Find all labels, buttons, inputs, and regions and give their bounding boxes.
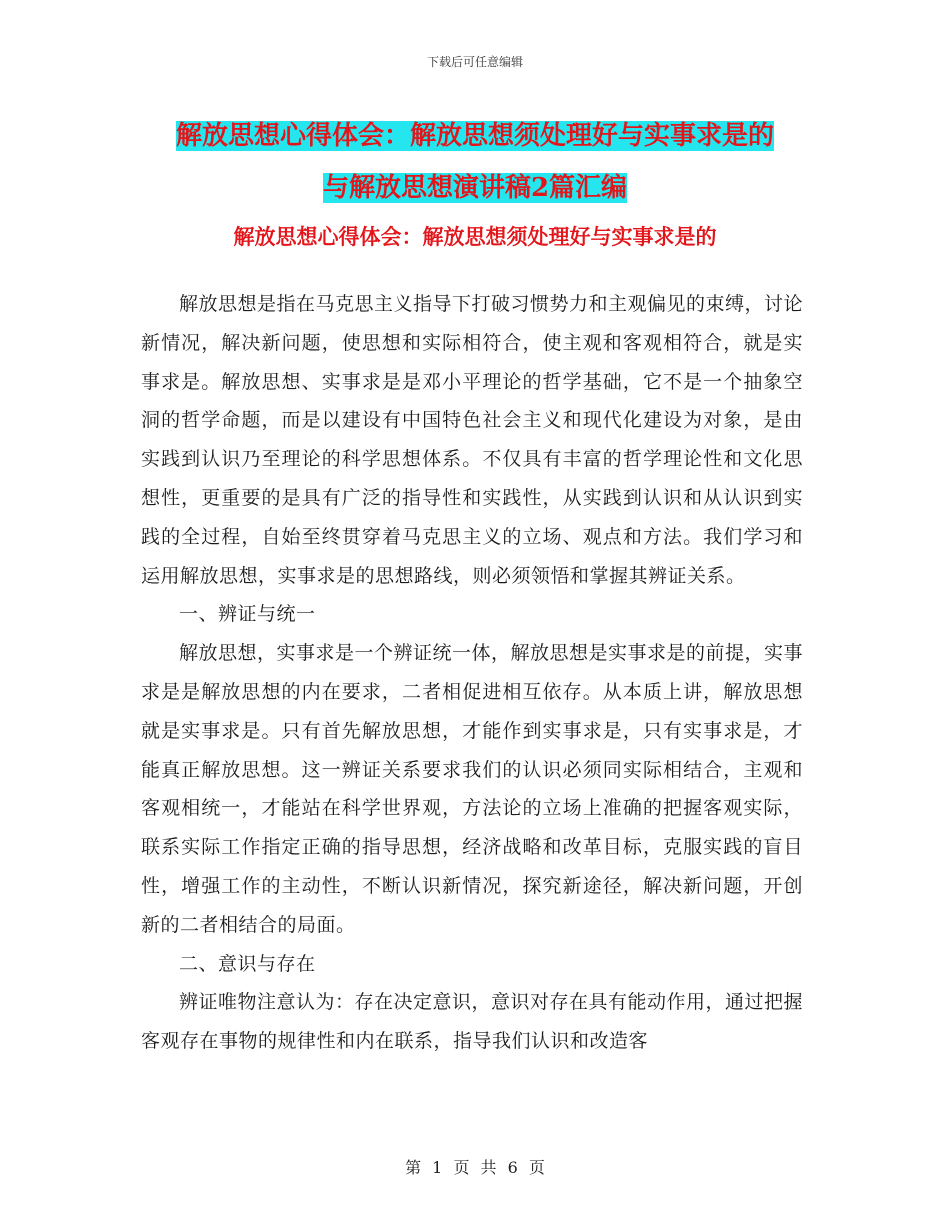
document-title	[140, 110, 810, 214]
document-title-line2: 与解放思想演讲稿2篇汇编	[322, 173, 628, 203]
document-title-line1: 解放思想心得体会：解放思想须处理好与实事求是的	[175, 121, 774, 151]
header-note: 下载后可任意编辑	[426, 55, 523, 69]
paragraph-dialectic-unity: 解放思想，实事求是一个辨证统一体，解放思想是实事求是的前提，实事求是是解放思想的内在要求，二者相促进相互依存。从本质上讲，解放思想就是实事求是。只有首先解放思想，才能作到实事求是，只有实事求是，才能真正解放思想。这一辨证关系要求我们的认识必须同实际相结合，主观和客观相统一，才能站在科学世界观，方法论的立场上准确的把握客观实际，联系实际工作指定正确的指导思想，经济战略和改革目标，克服实践的盲目性，增强工作的主动性，不断认识新情况，探究新途径，解决新问题，开创新的二者相结合的局面。	[141, 642, 804, 936]
body-text	[141, 285, 803, 1061]
section-title: 解放思想心得体会：解放思想须处理好与实事求是的	[233, 224, 717, 249]
paragraph-consciousness-existence: 辨证唯物注意认为：存在决定意识，意识对存在具有能动作用，通过把握客观存在事物的规律性和内在联系，指导我们认识和改造客	[141, 991, 804, 1053]
heading-dialectic-unity: 一、辨证与统一	[179, 603, 316, 626]
page-number: 第 1 页 共 6 页	[405, 1158, 545, 1177]
heading-consciousness-existence: 二、意识与存在	[179, 952, 316, 975]
paragraph-intro: 解放思想是指在马克思主义指导下打破习惯势力和主观偏见的束缚，讨论新情况，解决新问题，使思想和实际相符合，使主观和客观相符合，就是实事求是。解放思想、实事求是是邓小平理论的哲学基础，它不是一个抽象空洞的哲学命题，而是以建设有中国特色社会主义和现代化建设为对象，是由实践到认识乃至理论的科学思想体系。不仅具有丰富的哲学理论性和文化思想性，更重要的是具有广泛的指导性和实践性，从实践到认识和从认识到实践的全过程，自始至终贯穿着马克思主义的立场、观点和方法。我们学习和运用解放思想，实事求是的思想路线，则必须领悟和掌握其辨证关系。	[141, 293, 804, 587]
